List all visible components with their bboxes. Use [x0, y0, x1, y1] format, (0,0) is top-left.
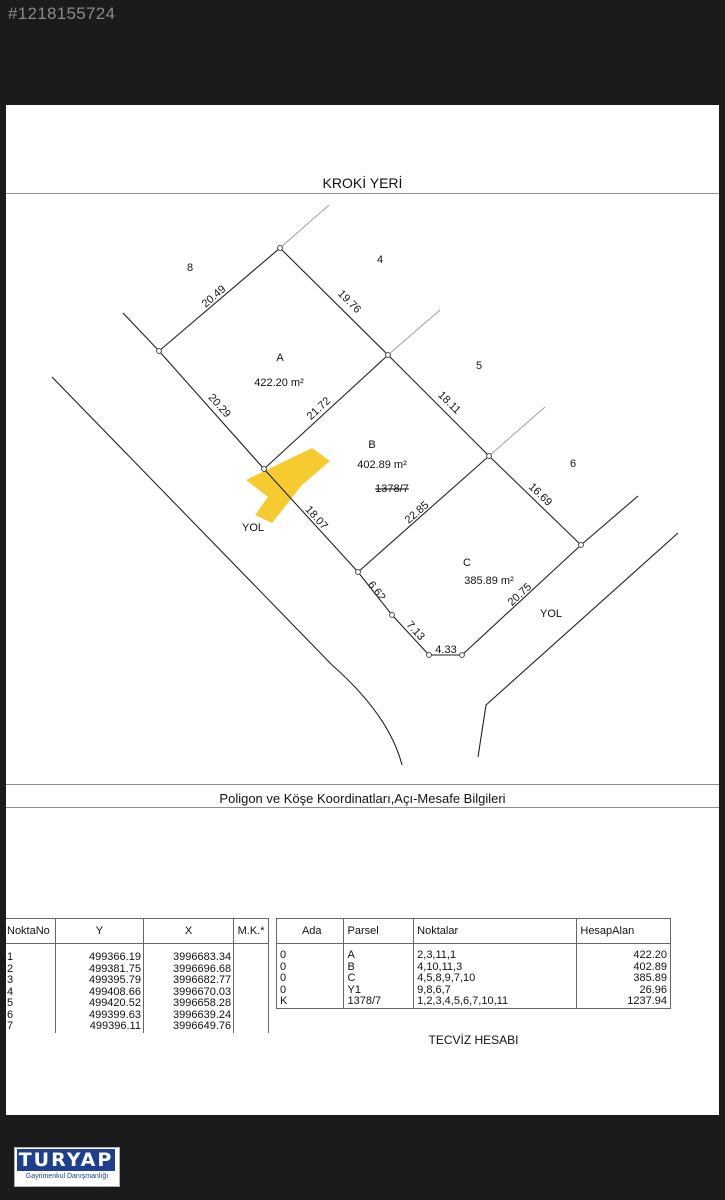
area-calc-caption: TECVİZ HESABI	[428, 1033, 519, 1047]
cell: 2,3,11,1	[414, 944, 577, 962]
road-edge-left	[52, 377, 402, 765]
cell: 0	[280, 949, 287, 962]
column-header: Noktalar	[414, 919, 577, 944]
neighbor-label: 4	[376, 254, 384, 266]
cell: A	[344, 944, 414, 962]
cell: 3996670.03	[143, 987, 233, 999]
cell	[234, 987, 269, 999]
logo-brand: TURYAP	[18, 1149, 114, 1171]
cell: 1,2,3,4,5,6,7,10,11	[414, 996, 577, 1008]
table-row	[6, 998, 269, 1010]
cell: 499399.63	[55, 1010, 143, 1022]
neighbor-label: 8	[186, 262, 194, 274]
corner-point	[487, 454, 492, 459]
cell: 4	[7, 985, 14, 998]
cell: 1	[7, 951, 14, 964]
cell	[234, 944, 269, 964]
column-header: M.K.*	[234, 919, 269, 944]
road-label: YOL	[241, 522, 265, 534]
neighbor-label: 5	[475, 360, 483, 372]
sheet-title: KROKİ YERİ	[322, 175, 403, 191]
section-rule-top	[6, 784, 719, 785]
parcel-a-area: 422.20 m²	[254, 377, 304, 389]
front-boundary-line	[159, 351, 429, 655]
cell: K	[280, 995, 288, 1008]
parcel-b-area: 402.89 m²	[357, 459, 407, 471]
table-row	[277, 973, 671, 985]
cell: 3996649.76	[143, 1021, 233, 1033]
cell: 402.89	[577, 962, 671, 974]
road-edge-right	[478, 533, 678, 757]
dimension-label: 16.69	[526, 480, 555, 509]
cell: 3	[7, 974, 14, 987]
cell	[234, 1021, 269, 1033]
cell	[234, 998, 269, 1010]
table-row	[277, 944, 671, 962]
table-row	[6, 944, 269, 964]
dimension-label: 20.75	[505, 581, 535, 609]
road-edge-right-top	[581, 496, 638, 545]
logo-tagline: Gayrimenkul Danışmanlığı	[25, 1173, 109, 1180]
section-title: Poligon ve Köşe Koordinatları,Açı-Mesafe Bilgileri	[219, 791, 506, 806]
cell: Y1	[344, 985, 414, 997]
corner-point	[427, 653, 432, 658]
cell: 3996658.28	[143, 998, 233, 1010]
cell: 5	[7, 997, 14, 1010]
corner-point	[356, 570, 361, 575]
section-rule-bottom	[6, 807, 719, 808]
corner-point	[390, 613, 395, 618]
cell: 1237.94	[577, 996, 671, 1008]
column-header: X	[143, 919, 233, 944]
cell: 3996639.24	[143, 1010, 233, 1022]
area-calculation-table	[276, 918, 671, 1009]
column-header: Parsel	[344, 919, 414, 944]
parcel-c-area: 385.89 m²	[464, 575, 514, 587]
neighbor-line-8-4	[280, 205, 329, 248]
parcel-c-label: C	[463, 557, 471, 569]
cell: 499396.11	[55, 1021, 143, 1033]
dimension-label: 19.76	[335, 287, 364, 316]
corner-point	[386, 353, 391, 358]
cell: B	[344, 962, 414, 974]
cell: 2	[7, 962, 14, 975]
cell: 499381.75	[55, 964, 143, 976]
turyap-logo	[14, 1147, 120, 1187]
cell: 499420.52	[55, 998, 143, 1010]
cell: 4,10,11,3	[414, 962, 577, 974]
cell: 6	[7, 1008, 14, 1021]
cell: 9,8,6,7	[414, 985, 577, 997]
parcel-b-note: 1378/7	[375, 483, 409, 495]
cell: 0	[280, 960, 287, 973]
cell	[234, 1010, 269, 1022]
corner-point	[157, 349, 162, 354]
road-label: YOL	[539, 608, 563, 620]
corner-point	[278, 246, 283, 251]
cell: 0	[280, 983, 287, 996]
column-header: Ada	[277, 919, 344, 944]
site-plan-drawing	[6, 105, 719, 785]
neighbor-line-5-6	[489, 407, 545, 456]
table-row	[6, 1021, 269, 1033]
dimension-label: 20.49	[199, 283, 229, 311]
cell	[234, 964, 269, 976]
cell: 4,5,8,9,7,10	[414, 973, 577, 985]
table-row	[6, 975, 269, 987]
cell: 7	[7, 1020, 14, 1033]
cell: 499366.19	[55, 944, 143, 964]
cell: 3996682.77	[143, 975, 233, 987]
cell	[234, 975, 269, 987]
column-header: NoktaNo	[6, 919, 55, 944]
cell: 3996696.68	[143, 964, 233, 976]
parcel-b-label: B	[368, 439, 376, 451]
dimension-label: 18.11	[435, 389, 463, 417]
corner-point	[262, 467, 267, 472]
plan-sheet	[6, 105, 719, 1115]
dimension-label: 20.29	[205, 391, 233, 421]
road-setback-line	[123, 313, 159, 351]
neighbor-label: 6	[569, 458, 577, 470]
dimension-label: 4.33	[435, 644, 457, 656]
dimension-label: 22.85	[402, 499, 432, 527]
table-row	[277, 996, 671, 1008]
parcel-a-label: A	[276, 352, 284, 364]
coordinates-table	[6, 918, 269, 1033]
cell: 3996683.34	[143, 944, 233, 964]
column-header: Y	[55, 919, 143, 944]
cell: 0	[280, 972, 287, 985]
boundary-a-b	[264, 355, 388, 469]
cell: 385.89	[577, 973, 671, 985]
cell: 1378/7	[344, 996, 414, 1008]
column-header: HesapAlan	[577, 919, 671, 944]
corner-point	[460, 653, 465, 658]
cell: 422.20	[577, 944, 671, 962]
cell: C	[344, 973, 414, 985]
neighbor-line-4-5	[388, 310, 440, 355]
dimension-label: 7.13	[403, 619, 427, 643]
dimension-label: 18.07	[302, 503, 330, 533]
cell: 499395.79	[55, 975, 143, 987]
cell: 499408.66	[55, 987, 143, 999]
corner-point	[579, 543, 584, 548]
cell: 26.96	[577, 985, 671, 997]
dimension-label: 6.62	[365, 579, 388, 604]
listing-id: #1218155724	[8, 4, 116, 23]
dimension-label: 21.72	[304, 395, 334, 423]
